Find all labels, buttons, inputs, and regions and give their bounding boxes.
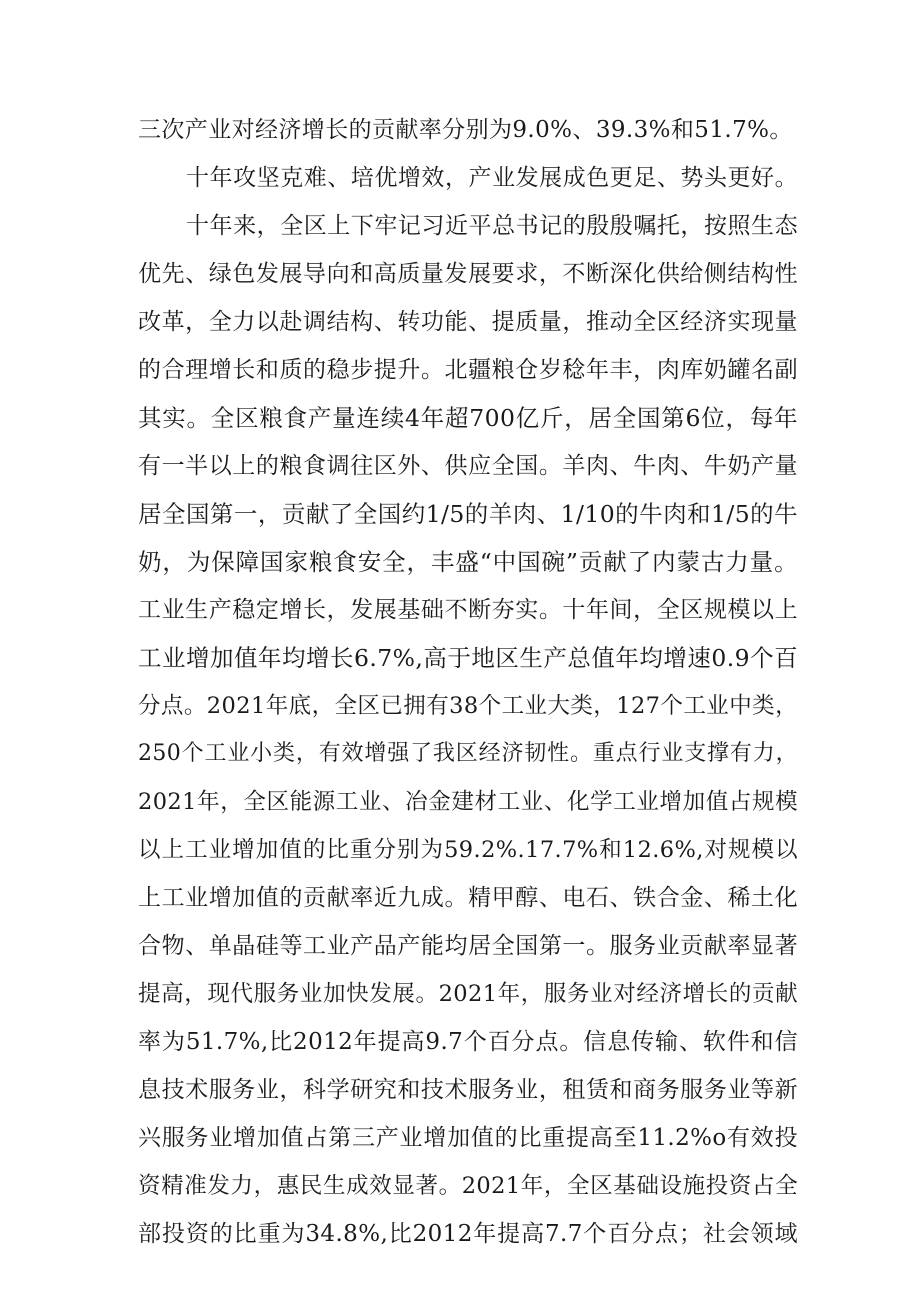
text-line: 其实。全区粮食产量连续4年超700亿斤，居全国第6位，每年	[138, 404, 798, 432]
text-line: 三次产业对经济增长的贡献率分别为9.0%、39.3%和51.7%。	[138, 117, 793, 143]
text-line: 合物、单晶硅等工业产品产能均居全国第一。服务业贡献率显著	[138, 933, 798, 959]
text-line: 有一半以上的粮食调往区外、供应全国。羊肉、牛肉、牛奶产量	[138, 453, 798, 479]
text-line: 奶，为保障国家粮食安全，丰盛“中国碗”贡献了内蒙古力量。	[138, 548, 798, 576]
text-line: 息技术服务业，科学研究和技术服务业，租赁和商务服务业等新	[138, 1077, 798, 1103]
text-line: 部投资的比重为34.8%,比2012年提高7.7个百分点；社会领域	[138, 1221, 798, 1247]
text-line: 兴服务业增加值占第三产业增加值的比重提高至11.2%o有效投	[138, 1125, 798, 1151]
text-line: 资精准发力，惠民生成效显著。2021年，全区基础设施投资占全	[138, 1173, 798, 1199]
text-line: 2021年，全区能源工业、冶金建材工业、化学工业增加值占规模	[138, 789, 798, 815]
text-line: 上工业增加值的贡献率近九成。精甲醇、电石、铁合金、稀土化	[138, 885, 798, 911]
text-line: 分点。2021年底，全区已拥有38个工业大类，127个工业中类，	[138, 693, 798, 719]
text-line: 的合理增长和质的稳步提升。北疆粮仓岁稔年丰，肉库奶罐名副	[138, 357, 798, 383]
text-line: 率为51.7%,比2012年提高9.7个百分点。信息传输、软件和信	[138, 1029, 798, 1055]
text-line: 优先、绿色发展导向和高质量发展要求，不断深化供给侧结构性	[138, 261, 798, 287]
text-line: 居全国第一，贡献了全国约1/5的羊肉、1/10的牛肉和1/5的牛	[138, 500, 798, 528]
text-line: 十年来，全区上下牢记习近平总书记的殷殷嘱托，按照生态	[186, 213, 798, 239]
text-line: 工业增加值年均增长6.7%,高于地区生产总值年均增速0.9个百	[138, 644, 798, 672]
text-line: 250个工业小类，有效增强了我区经济韧性。重点行业支撑有力，	[138, 741, 798, 766]
text-line: 改革，全力以赴调结构、转功能、提质量，推动全区经济实现量	[138, 309, 798, 335]
text-line: 十年攻坚克难、培优增效，产业发展成色更足、势头更好。	[186, 165, 798, 191]
text-line: 以上工业增加值的比重分别为59.2%.17.7%和12.6%,对规模以	[138, 837, 798, 863]
text-line: 工业生产稳定增长，发展基础不断夯实。十年间，全区规模以上	[138, 597, 798, 623]
text-line: 提高，现代服务业加快发展。2021年，服务业对经济增长的贡献	[138, 981, 798, 1007]
